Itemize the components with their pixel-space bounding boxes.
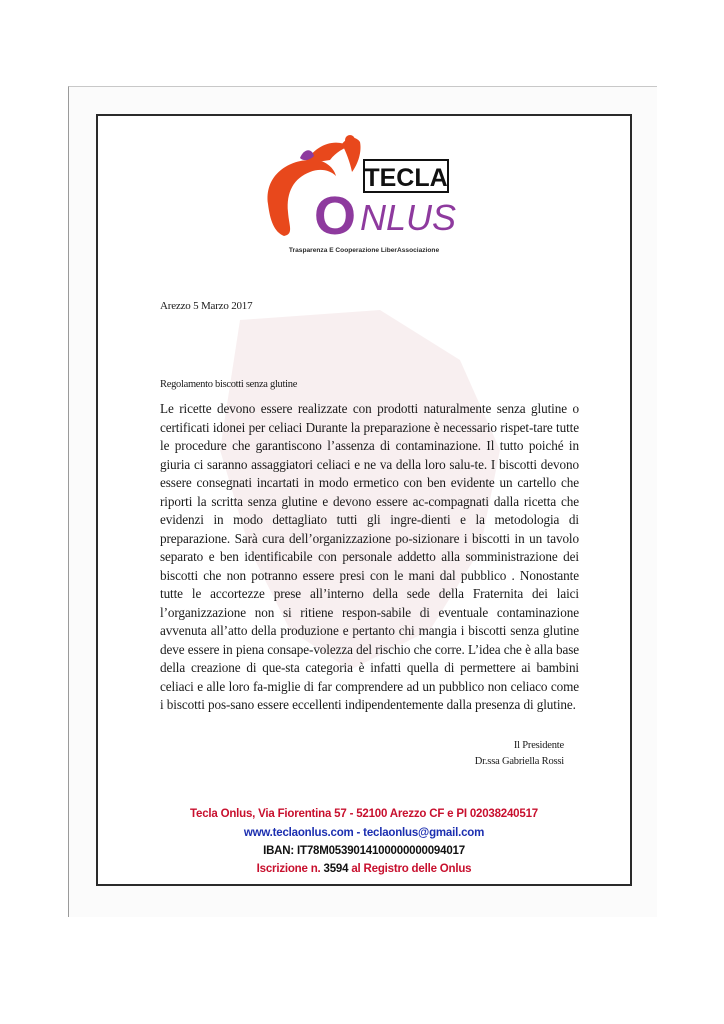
logo-letter-o: O [314,186,357,246]
registry-suffix: al Registro delle Onlus [351,863,472,875]
footer-contacts: www.teclaonlus.com - teclaonlus@gmail.com [243,827,485,839]
letter-date: Arezzo 5 Marzo 2017 [160,300,253,312]
footer-registry [96,863,632,875]
signature-role: Il Presidente [513,740,564,751]
logo-name-top: TECLA [364,164,448,192]
letter-subject: Regolamento biscotti senza glutine [160,379,298,390]
tecla-onlus-logo [264,134,464,256]
registry-number: 3594 [323,863,349,875]
registry-prefix: Iscrizione n. [256,863,321,875]
logo-name-rest: NLUS [360,197,457,238]
letter-body: Le ricette devono essere realizzate con prodotti naturalmente senza glutine o certificati idonei per celiaci Durante la preparazione è necessario rispet-tare tutte le procedure che garantiscono l’assenza di contaminazione. Il tutto poiché in giuria ci saranno assaggiatori celiaci e ne va della loro salu-te. I biscotti devono essere consegnati incartati in modo ermetico con ben evidente un cartello che riporti la scritta senza glutine e devono essere ac-compagnati dalla ricetta che evidenzi in modo dettagliato tutti gli ingre-dienti e la metodologia di preparazione. Sarà cura dell’organizzazione po-sizionare i biscotti in un tavolo separato e ben identificabile con personale addetto alla somministrazione dei biscotti che non potranno essere presi con le mani dal pubblico . Nonostante tutte le accortezze prese all’interno della sede della Fraternita dei laici l’organizzazione non si ritiene respon-sabile di eventuale contaminazione avvenuta all’atto della produzione e pertanto chi mangia i biscotti senza glutine deve essere in piena consape-volezza del rischio che corre. L’idea che è alla base della creazione di que-sta categoria è infatti quella di permettere ai bambini celiaci e alle loro fa-miglie di far comprendere ad un pubblico non celiaco come i biscotti pos-sano essere eccellenti indipendentemente dalla presenza di glutine. [160,401,579,712]
signature-name: Dr.ssa Gabriella Rossi [474,756,564,767]
footer-address: Tecla Onlus, Via Fiorentina 57 - 52100 Arezzo CF e PI 02038240517 [190,808,538,820]
logo-tagline: Trasparenza E Cooperazione LiberAssociazione [288,247,440,254]
footer-iban: IBAN: IT78M0539014100000000094017 [263,845,465,857]
